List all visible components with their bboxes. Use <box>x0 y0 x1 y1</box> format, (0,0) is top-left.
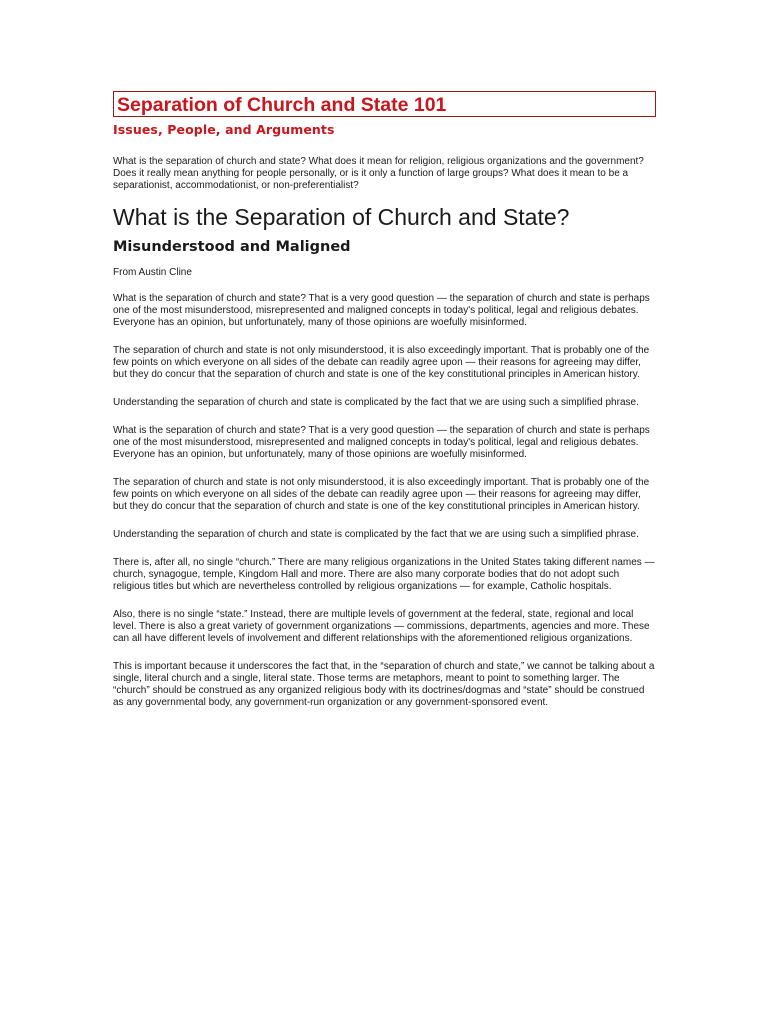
article-paragraph: Understanding the separation of church and state is complicated by the fact that we are using such a simplified phrase. <box>113 397 639 408</box>
article-subheading: Misunderstood and Maligned <box>113 239 351 255</box>
document-title: Separation of Church and State 101 <box>117 94 447 116</box>
article-paragraph: Understanding the separation of church and state is complicated by the fact that we are using such a simplified phrase. <box>113 529 639 540</box>
article-paragraph: Also, there is no single “state.” Instead, there are multiple levels of government at the federal, state, regional and local level. There is also a great variety of government organizations — commissions, departments, agencies and more. These can all have different levels of involvement and different relationships with the aforementioned religious organizations. <box>113 609 650 644</box>
document-page <box>113 91 656 709</box>
article-heading: What is the Separation of Church and State? <box>113 204 570 230</box>
article-paragraph: The separation of church and state is not only misunderstood, it is also exceedingly important. That is probably one of the few points on which everyone on all sides of the debate can readily agree upon — their reasons for agreeing may differ, but they do concur that the separation of church and state is one of the key constitutional principles in American history. <box>113 345 650 380</box>
article-paragraph: There is, after all, no single “church.” There are many religious organizations in the United States taking different names — church, synagogue, temple, Kingdom Hall and more. There are also many corporate bodies that do not adopt such religious titles but which are nevertheless controlled by religious organizations — for example, Catholic hospitals. <box>113 557 655 592</box>
intro-paragraph: What is the separation of church and state? What does it mean for religion, religious organizations and the government? Does it really mean anything for people personally, or is it only a function of large groups? What does it mean to be a separationist, accommodationist, or non-preferentialist? <box>113 156 644 191</box>
document-subtitle: Issues, People, and Arguments <box>113 122 335 137</box>
title-box <box>113 91 656 117</box>
article-byline: From Austin Cline <box>113 267 192 278</box>
article-paragraph: What is the separation of church and state? That is a very good question — the separation of church and state is perhaps one of the most misunderstood, misrepresented and maligned concepts in today's political, legal and religious debates. Everyone has an opinion, but unfortunately, many of those opinions are woefully misinformed. <box>113 293 650 328</box>
article-paragraph: The separation of church and state is not only misunderstood, it is also exceedingly important. That is probably one of the few points on which everyone on all sides of the debate can readily agree upon — their reasons for agreeing may differ, but they do concur that the separation of church and state is one of the key constitutional principles in American history. <box>113 477 650 512</box>
article-paragraph: What is the separation of church and state? That is a very good question — the separation of church and state is perhaps one of the most misunderstood, misrepresented and maligned concepts in today's political, legal and religious debates. Everyone has an opinion, but unfortunately, many of those opinions are woefully misinformed. <box>113 425 650 460</box>
article-paragraph: This is important because it underscores the fact that, in the “separation of church and state,” we cannot be talking about a single, literal church and a single, literal state. Those terms are metaphors, meant to point to something larger. The “church” should be construed as any organized religious body with its doctrines/dogmas and “state” should be construed as any governmental body, any government-run organization or any government-sponsored event. <box>113 661 655 708</box>
